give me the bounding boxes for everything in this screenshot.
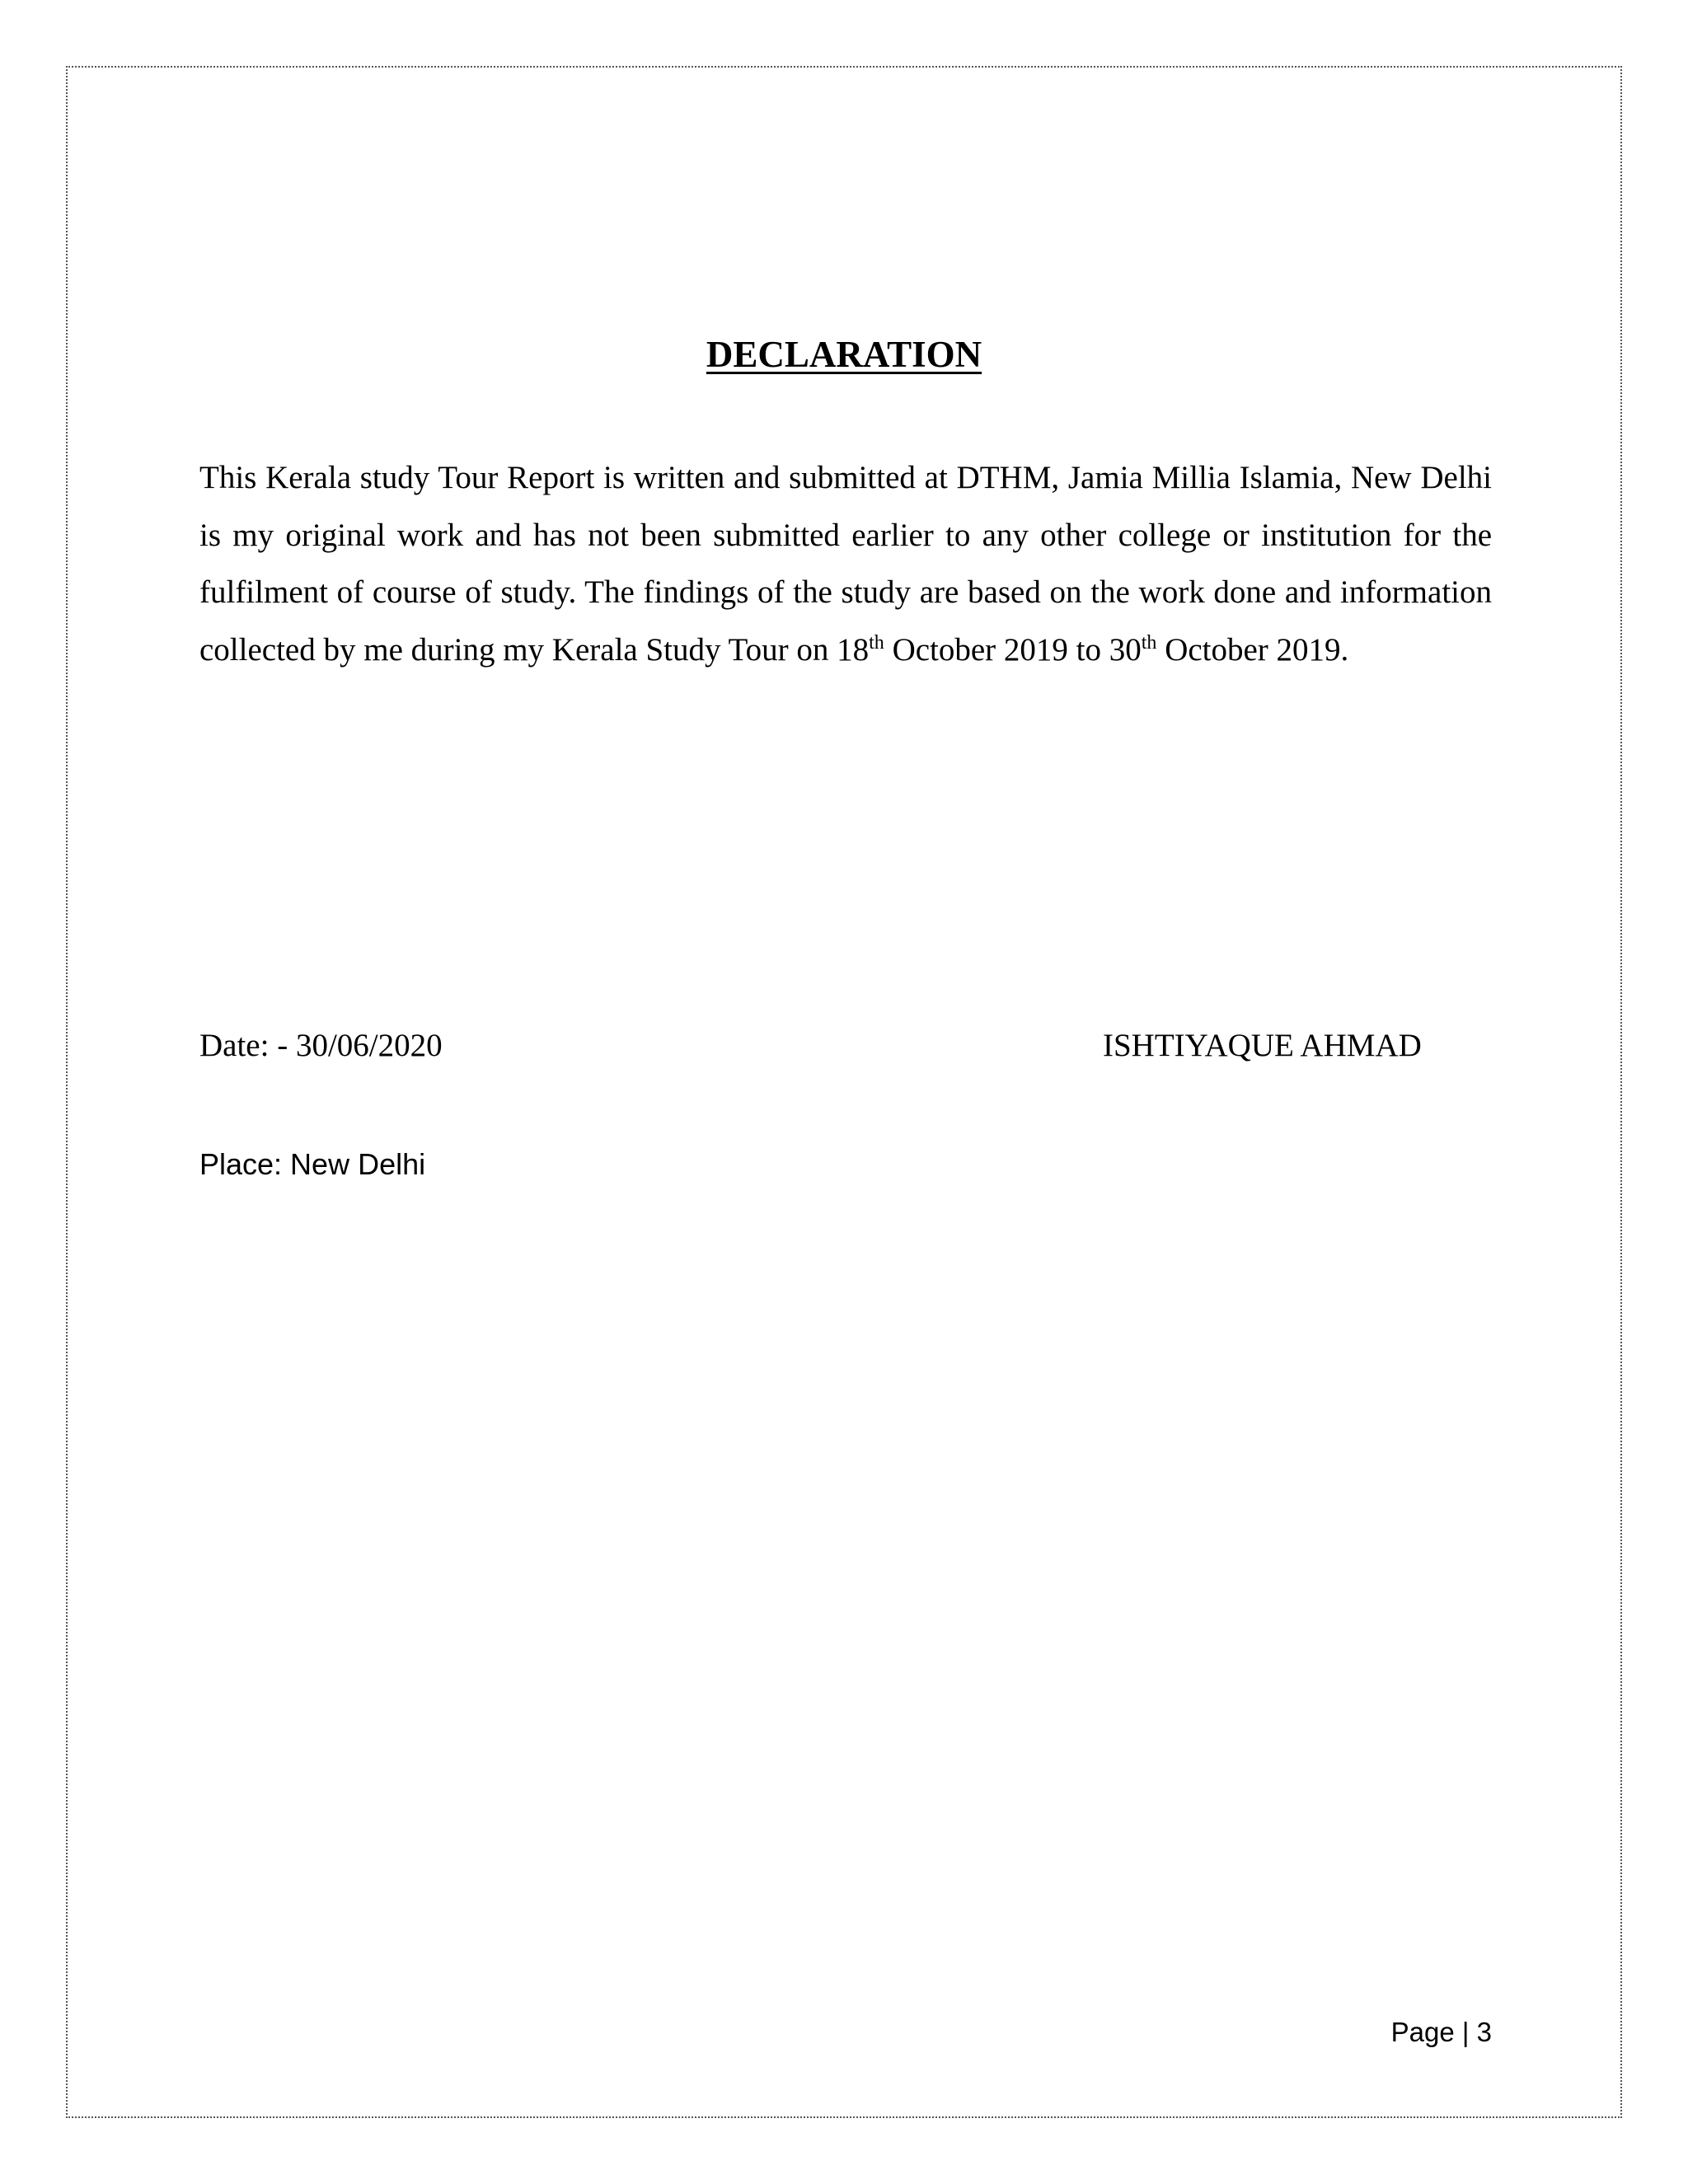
declaration-text-part-2: October 2019 to 30 <box>884 631 1142 668</box>
declaration-paragraph <box>199 449 1492 678</box>
signatory-name: ISHTIYAQUE AHMAD <box>1103 1028 1422 1063</box>
page-number: 3 <box>1476 2017 1492 2047</box>
date-line: Date: - 30/06/2020 <box>199 1028 443 1063</box>
page-footer <box>1391 2014 1492 2050</box>
page-title <box>0 331 1688 377</box>
page-separator: | <box>1461 2017 1470 2047</box>
ordinal-suffix-2: th <box>1141 631 1157 654</box>
declaration-text-part-3: October 2019. <box>1156 631 1349 668</box>
place-line: Place: New Delhi <box>199 1147 426 1181</box>
ordinal-suffix-1: th <box>869 631 884 654</box>
page-label: Page <box>1390 2017 1455 2047</box>
declaration-text-part-1: This Kerala study Tour Report is written and submitted at DTHM, Jamia Millia Islamia, New Delhi is my original work and has not been submitted earlier to any other college or institution for the fulfilment of course of study. The findings of the study are based on the work done and information collected by me during my Kerala Study Tour on 18 <box>199 460 1492 668</box>
page-title-text: DECLARATION <box>706 334 982 375</box>
